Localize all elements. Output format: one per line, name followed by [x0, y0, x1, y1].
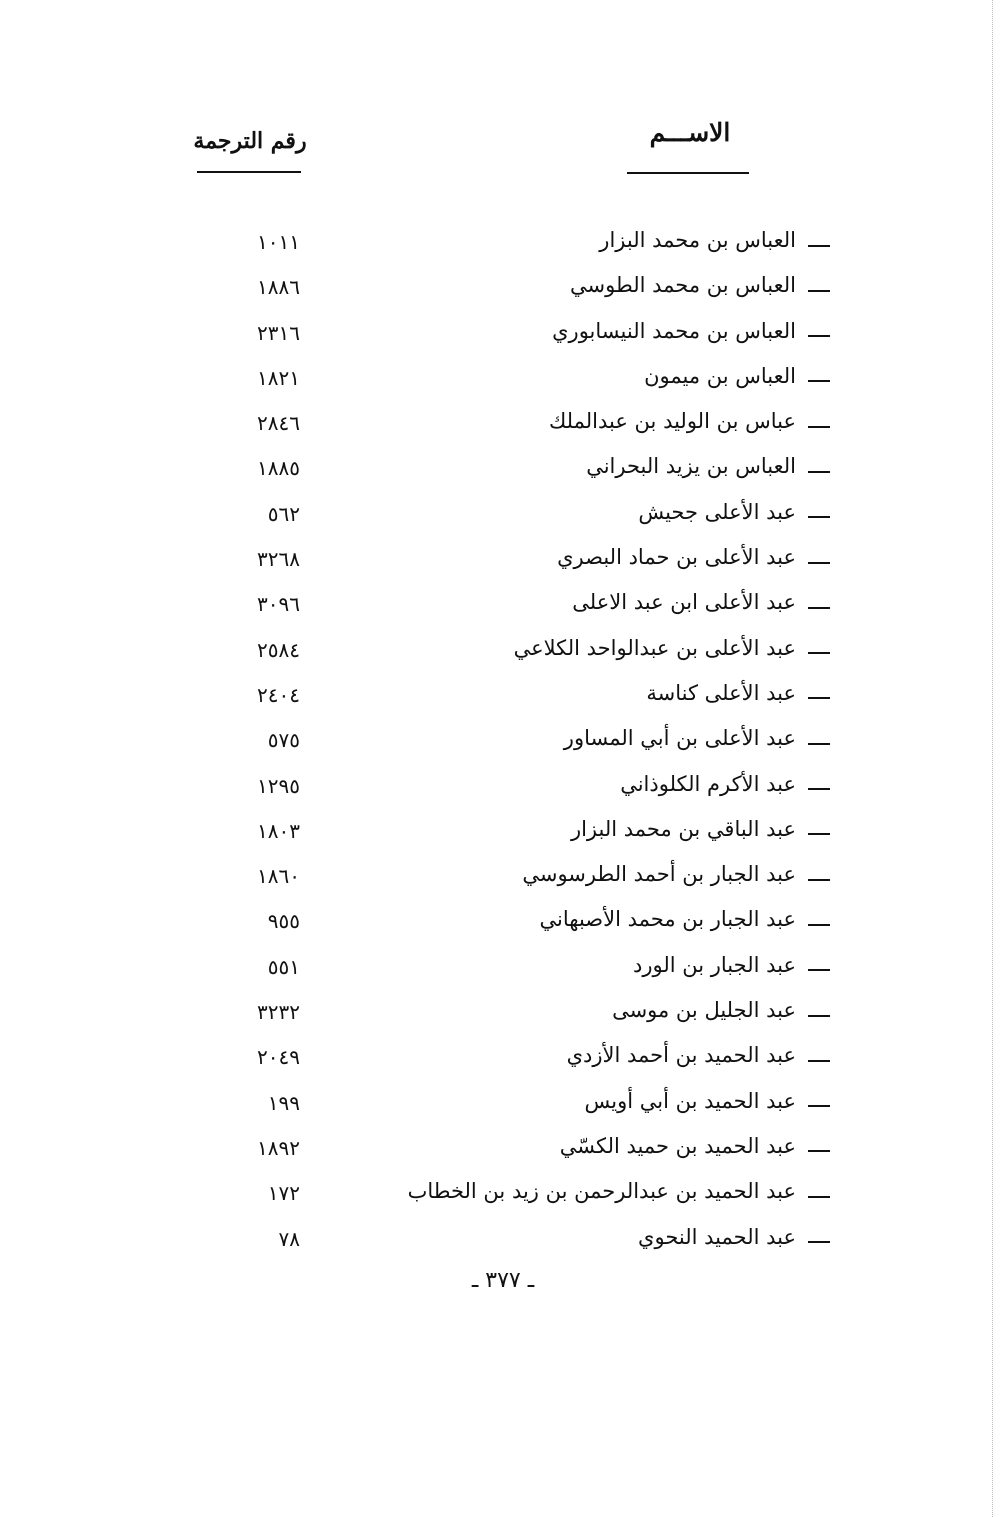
entry-name	[572, 590, 830, 614]
entry-name-text: العباس بن محمد البزار	[599, 228, 796, 252]
entry-number: ١٨٢١	[257, 365, 300, 390]
entry-name-text: عبد الحميد بن حميد الكسّي	[559, 1133, 796, 1158]
list-item	[0, 675, 1006, 720]
entry-name-text: عبد الأعلى بن حماد البصري	[557, 545, 796, 570]
entry-dash	[808, 644, 830, 654]
entry-name	[638, 500, 830, 524]
entry-name-text: عبد الجبار بن الورد	[633, 952, 796, 977]
entry-dash	[808, 961, 830, 971]
entry-number: ٣٠٩٦	[257, 592, 300, 617]
list-item	[0, 267, 1006, 312]
entry-dash	[808, 916, 830, 926]
entry-name-text: عبد الجليل بن موسى	[612, 998, 796, 1023]
entry-name-text: عبد الجبار بن محمد الأصبهاني	[539, 907, 796, 932]
list-item	[0, 358, 1006, 403]
page-edge-line	[992, 0, 994, 1517]
entry-number: ١٨٦٠	[257, 864, 300, 889]
entry-name-text: عبد الباقي بن محمد البزار	[570, 816, 796, 841]
entry-dash	[808, 508, 830, 518]
entry-dash	[808, 1007, 830, 1017]
entry-dash	[808, 372, 830, 382]
entry-number: ٢٨٤٦	[257, 411, 300, 436]
entry-name-text: عباس بن الوليد بن عبدالملك	[548, 409, 796, 434]
list-item	[0, 1219, 1006, 1264]
entry-dash	[808, 237, 830, 247]
list-item	[0, 811, 1006, 856]
entry-name-text: عبد الأعلى جحيش	[638, 499, 796, 524]
entry-dash	[808, 689, 830, 699]
entry-dash	[808, 1233, 830, 1243]
entry-name-text: العباس بن محمد الطوسي	[570, 273, 796, 298]
name-heading-underline	[627, 172, 749, 174]
entry-number: ١٩٩	[267, 1090, 300, 1115]
entry-number: ٩٥٥	[267, 909, 300, 934]
entry-number: ٢٠٤٩	[257, 1045, 300, 1070]
entry-name	[633, 953, 830, 977]
list-item	[0, 584, 1006, 629]
entry-name	[564, 726, 830, 750]
entry-name-text: عبد الحميد النحوي	[638, 1224, 796, 1249]
entry-dash	[808, 735, 830, 745]
entry-number: ١٢٩٥	[257, 773, 300, 798]
entry-dash	[808, 463, 830, 473]
name-column-heading: الاســـم	[649, 118, 731, 147]
entry-dash	[808, 871, 830, 881]
entry-name	[612, 998, 830, 1022]
entry-name	[540, 907, 830, 931]
list-item	[0, 1128, 1006, 1173]
entry-name	[571, 817, 830, 841]
entry-dash	[808, 1142, 830, 1152]
entry-number: ٢٤٠٤	[257, 682, 300, 707]
entry-number: ١٨٠٣	[257, 818, 300, 843]
list-item	[0, 856, 1006, 901]
entry-name	[586, 454, 830, 478]
index-entries-list	[0, 222, 1006, 1264]
entry-dash	[808, 599, 830, 609]
list-item	[0, 720, 1006, 765]
entry-dash	[808, 327, 830, 337]
entry-name	[557, 545, 830, 569]
entry-dash	[808, 418, 830, 428]
entry-number: ٢٥٨٤	[257, 637, 300, 662]
entry-number: ٥٥١	[267, 954, 300, 979]
list-item	[0, 630, 1006, 675]
entry-dash	[808, 1052, 830, 1062]
entry-name	[638, 1225, 830, 1249]
list-item	[0, 947, 1006, 992]
entry-name-text: عبد الجبار بن أحمد الطرسوسي	[522, 862, 796, 887]
list-item	[0, 1083, 1006, 1128]
list-item	[0, 494, 1006, 539]
list-item	[0, 403, 1006, 448]
entry-name-text: عبد الأعلى بن أبي المساور	[563, 726, 796, 751]
entry-number: ٥٧٥	[267, 728, 300, 753]
list-item	[0, 901, 1006, 946]
entry-name	[514, 636, 830, 660]
entry-number: ٧٨	[278, 1226, 300, 1251]
number-heading-underline	[197, 171, 301, 173]
entry-number: ٢٣١٦	[257, 320, 300, 345]
entry-name	[620, 772, 830, 796]
entry-name-text: عبد الحميد بن عبدالرحمن بن زيد بن الخطاب	[407, 1179, 796, 1204]
entry-name	[552, 319, 830, 343]
entry-name-text: العباس بن ميمون	[644, 363, 796, 388]
entry-name	[644, 364, 830, 388]
entry-name	[408, 1179, 830, 1203]
entry-number: ٣٢٦٨	[257, 547, 300, 572]
entry-dash	[808, 825, 830, 835]
entry-dash	[808, 1097, 830, 1107]
entry-number: ١٠١١	[257, 230, 300, 254]
entry-name	[560, 1134, 830, 1158]
entry-dash	[808, 1188, 830, 1198]
list-item	[0, 539, 1006, 584]
number-column-heading: رقم الترجمة	[193, 128, 307, 154]
entry-name-text: العباس بن يزيد البحراني	[586, 454, 796, 479]
entry-dash	[808, 780, 830, 790]
entry-number: ٥٦٢	[267, 501, 300, 526]
entry-number: ١٨٨٥	[257, 456, 300, 481]
list-item	[0, 222, 1006, 267]
entry-dash	[808, 554, 830, 564]
entry-name	[570, 273, 830, 297]
list-item	[0, 766, 1006, 811]
entry-name-text: عبد الحميد بن أحمد الأزدي	[566, 1043, 796, 1068]
entry-name-text: عبد الأعلى ابن عبد الاعلى	[572, 590, 796, 615]
list-item	[0, 992, 1006, 1037]
list-item	[0, 448, 1006, 493]
list-item	[0, 1037, 1006, 1082]
entry-name	[585, 1089, 831, 1113]
entry-name	[549, 409, 830, 433]
entry-name	[567, 1043, 830, 1067]
list-item	[0, 1173, 1006, 1218]
entry-name-text: العباس بن محمد النيسابوري	[552, 318, 796, 343]
list-item	[0, 313, 1006, 358]
entry-name	[522, 862, 830, 886]
entry-name-text: عبد الأعلى كناسة	[646, 680, 796, 705]
entry-number: ١٨٩٢	[257, 1135, 300, 1160]
entry-name-text: عبد الحميد بن أبي أويس	[584, 1088, 796, 1113]
entry-number: ١٨٨٦	[257, 275, 300, 300]
page-number: ـ ٣٧٧ ـ	[471, 1268, 535, 1293]
entry-number: ١٧٢	[267, 1181, 300, 1206]
entry-name	[599, 228, 830, 252]
entry-number: ٣٢٣٢	[257, 1000, 300, 1025]
entry-name-text: عبد الأعلى بن عبدالواحد الكلاعي	[513, 635, 796, 660]
entry-name	[646, 681, 830, 705]
entry-name-text: عبد الأكرم الكلوذاني	[620, 771, 796, 796]
entry-dash	[808, 282, 830, 292]
